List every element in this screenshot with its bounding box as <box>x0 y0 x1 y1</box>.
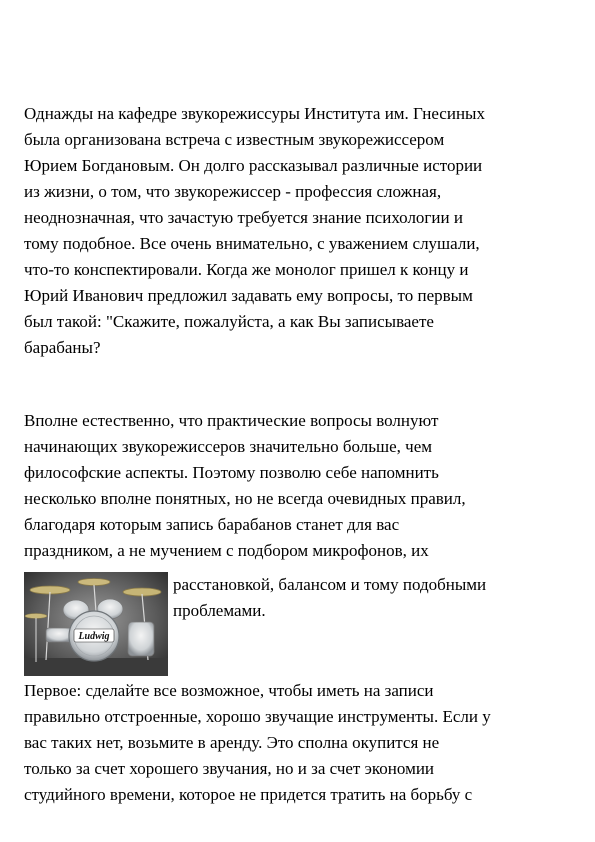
paragraph-1 <box>24 101 485 361</box>
drum-kit-image <box>24 572 168 676</box>
paragraph-line: Юрий Иванович предложил задавать ему вопросы, то первым <box>24 286 473 305</box>
paragraph-line: благодаря которым запись барабанов станет для вас <box>24 515 400 534</box>
paragraph-line: что-то конспектировали. Когда же монолог пришел к концу и <box>24 260 469 279</box>
paragraph-line: Однажды на кафедре звукорежиссуры Института им. Гнесиных <box>24 104 485 123</box>
paragraph-2-wrap <box>173 572 486 624</box>
paragraph-line: только за счет хорошего звучания, но и за счет экономии <box>24 759 435 778</box>
paragraph-line: расстановкой, балансом и тому подобными <box>173 575 487 594</box>
paragraph-line: праздником, а не мучением с подбором микрофонов, их <box>24 541 429 560</box>
paragraph-line: несколько вполне понятных, но не всегда очевидных правил, <box>24 489 466 508</box>
paragraph-3 <box>24 678 491 808</box>
paragraph-line: барабаны? <box>24 338 101 357</box>
paragraph-line: из жизни, о том, что звукорежиссер - профессия сложная, <box>24 182 442 201</box>
paragraph-2 <box>24 408 466 564</box>
paragraph-line: тому подобное. Все очень внимательно, с уважением слушали, <box>24 234 480 253</box>
hihat <box>25 614 47 619</box>
paragraph-line: начинающих звукорежиссеров значительно больше, чем <box>24 437 432 456</box>
paragraph-line: проблемами. <box>173 601 266 620</box>
paragraph-line: вас таких нет, возьмите в аренду. Это сполна окупится не <box>24 733 440 752</box>
floor-tom <box>128 622 154 656</box>
snare <box>46 628 72 642</box>
drum-kit-photo <box>24 572 168 676</box>
paragraph-line: студийного времени, которое не придется тратить на борьбу с <box>24 785 473 804</box>
paragraph-line: Первое: сделайте все возможное, чтобы иметь на записи <box>24 681 434 700</box>
cymbal-center <box>78 579 110 586</box>
paragraph-line: неоднозначная, что зачастую требуется знание психологии и <box>24 208 463 227</box>
paragraph-line: правильно отстроенные, хорошо звучащие инструменты. Если у <box>24 707 491 726</box>
paragraph-line: Вполне естественно, что практические вопросы волнуют <box>24 411 439 430</box>
paragraph-line: была организована встреча с известным звукорежиссером <box>24 130 445 149</box>
drum-logo: Ludwig <box>78 631 110 642</box>
paragraph-line: философские аспекты. Поэтому позволю себе напомнить <box>24 463 439 482</box>
paragraph-line: был такой: "Скажите, пожалуйста, а как Вы записываете <box>24 312 434 331</box>
paragraph-line: Юрием Богдановым. Он долго рассказывал различные истории <box>24 156 483 175</box>
